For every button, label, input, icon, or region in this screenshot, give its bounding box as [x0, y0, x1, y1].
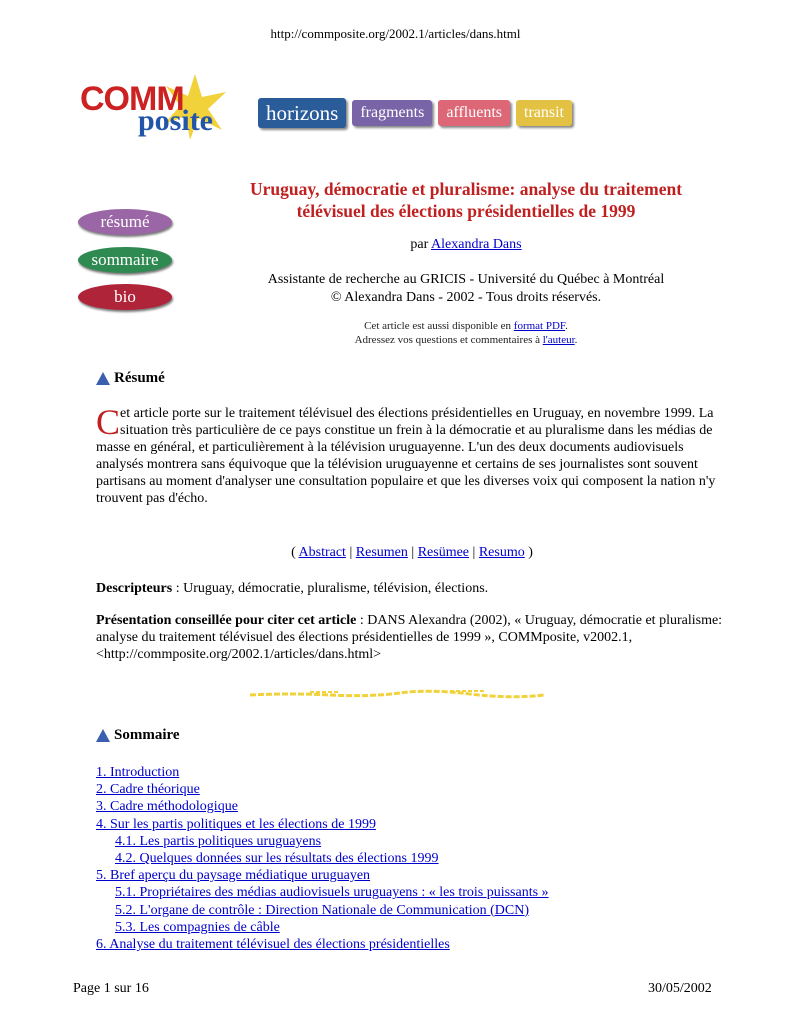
language-links: [96, 545, 728, 561]
availability-note: [220, 319, 712, 347]
abstract-link[interactable]: Abstract: [298, 545, 346, 560]
nav-transit[interactable]: transit: [516, 100, 572, 126]
resumee-link[interactable]: Resümee: [417, 545, 470, 560]
toc-link[interactable]: 5. Bref aperçu du paysage médiatique uruguayen: [96, 868, 371, 884]
toc-link[interactable]: 1. Introduction: [96, 765, 180, 780]
toc-link[interactable]: 2. Cadre théorique: [96, 782, 200, 798]
paren-open: (: [291, 545, 296, 560]
dropcap: C: [96, 402, 121, 442]
resume-button[interactable]: résumé: [78, 209, 172, 235]
resume-heading: [96, 370, 165, 387]
decorative-divider: [250, 688, 545, 700]
descriptors: [96, 581, 728, 597]
contact-prefix: Adressez vos questions et commentaires à: [354, 334, 540, 346]
resumo-link[interactable]: Resumo: [478, 545, 525, 560]
citation-label: Présentation conseillée pour citer cet article: [96, 613, 357, 628]
citation-text: : DANS Alexandra (2002), « Uruguay, démocratie et pluralisme: analyse du traitement télévisuel des élections présidentielles de 1999 », COMMposite, v2002.1, <http://commposite.org/2002.1/articles/dans.html>: [96, 613, 723, 662]
separator: |: [472, 545, 476, 560]
section-nav: [258, 98, 578, 128]
sommaire-heading: [96, 727, 180, 744]
toc-item: [96, 919, 728, 936]
abstract-paragraph: [96, 402, 728, 507]
sommaire-heading-text: Sommaire: [114, 727, 180, 743]
toc-link[interactable]: 6. Analyse du traitement télévisuel des élections présidentielles: [96, 937, 450, 953]
nav-affluents[interactable]: affluents: [438, 100, 510, 126]
avail-prefix: Cet article est aussi disponible en: [364, 320, 512, 332]
contact-author-link[interactable]: l'auteur: [542, 334, 575, 346]
toc-item: [96, 833, 728, 850]
separator: |: [349, 545, 353, 560]
nav-fragments[interactable]: fragments: [352, 100, 432, 126]
contact-suffix: .: [574, 334, 578, 346]
toc-item: [96, 850, 728, 867]
logo-posite-text: posite: [138, 104, 213, 137]
toc-item: [96, 764, 728, 781]
descriptors-label: Descripteurs: [96, 581, 173, 596]
byline-prefix: par: [410, 237, 429, 252]
pdf-link[interactable]: format PDF: [513, 320, 566, 332]
affiliation: [220, 271, 712, 307]
commposite-logo[interactable]: [70, 72, 250, 142]
toc-link[interactable]: 5.1. Propriétaires des médias audiovisuels uruguayens : « les trois puissants »: [115, 885, 549, 901]
copyright-line: © Alexandra Dans - 2002 - Tous droits réservés.: [330, 290, 602, 305]
author-link[interactable]: Alexandra Dans: [431, 237, 522, 252]
toc-item: [96, 884, 728, 901]
toc-link[interactable]: 4.1. Les partis politiques uruguayens: [115, 833, 322, 849]
resumen-link[interactable]: Resumen: [355, 545, 408, 560]
paren-close: ): [528, 545, 533, 560]
abstract-text: et article porte sur le traitement télévisuel des élections présidentielles en Uruguay, en novembre 1999. La situation très particulière de ce pays constitue un frein à la démocratie et au pluralisme dans les médias de masse en général, et particulièrement à la télévision uruguayenne. L'un des deux documents audiovisuels analysés montrera sans équivoque que la télévision uruguayenne et certains de ses journalistes sont souvent partisans au moment d'analyser une consultation populaire et que les diverses voix qui composent la nation n'y trouvent pas d'écho.: [96, 406, 716, 506]
affiliation-line: Assistante de recherche au GRICIS - Université du Québec à Montréal: [267, 272, 665, 287]
toc-link[interactable]: 4.2. Quelques données sur les résultats des élections 1999: [115, 851, 439, 867]
triangle-up-icon[interactable]: [96, 372, 110, 385]
descriptors-text: : Uruguay, démocratie, pluralisme, télévision, élections.: [172, 581, 489, 596]
toc-item: [96, 816, 728, 833]
print-date: 30/05/2002: [648, 981, 712, 996]
logo-comm-text: COMM: [80, 80, 184, 118]
toc-item: [96, 902, 728, 919]
nav-horizons[interactable]: horizons: [258, 98, 346, 128]
separator: |: [411, 545, 415, 560]
article-title: Uruguay, démocratie et pluralisme: analyse du traitement télévisuel des élections présidentielles de 1999: [249, 179, 683, 221]
toc-link[interactable]: 5.2. L'organe de contrôle : Direction Nationale de Communication (DCN): [115, 902, 529, 918]
sommaire-button[interactable]: sommaire: [78, 247, 172, 273]
resume-heading-text: Résumé: [114, 370, 165, 386]
byline: [220, 237, 712, 253]
toc-link[interactable]: 3. Cadre méthodologique: [96, 799, 238, 815]
toc-item: [96, 798, 728, 815]
toc-item: [96, 867, 728, 884]
table-of-contents: [96, 764, 728, 953]
page-number: Page 1 sur 16: [73, 981, 149, 996]
avail-suffix: .: [565, 320, 568, 332]
page-url: http://commposite.org/2002.1/articles/dans.html: [270, 26, 521, 41]
citation: [96, 612, 728, 663]
toc-link[interactable]: 5.3. Les compagnies de câble: [115, 919, 280, 935]
triangle-up-icon[interactable]: [96, 729, 110, 742]
toc-link[interactable]: 4. Sur les partis politiques et les élections de 1999: [96, 816, 376, 832]
toc-item: [96, 936, 728, 953]
bio-button[interactable]: bio: [78, 284, 172, 310]
toc-item: [96, 781, 728, 798]
